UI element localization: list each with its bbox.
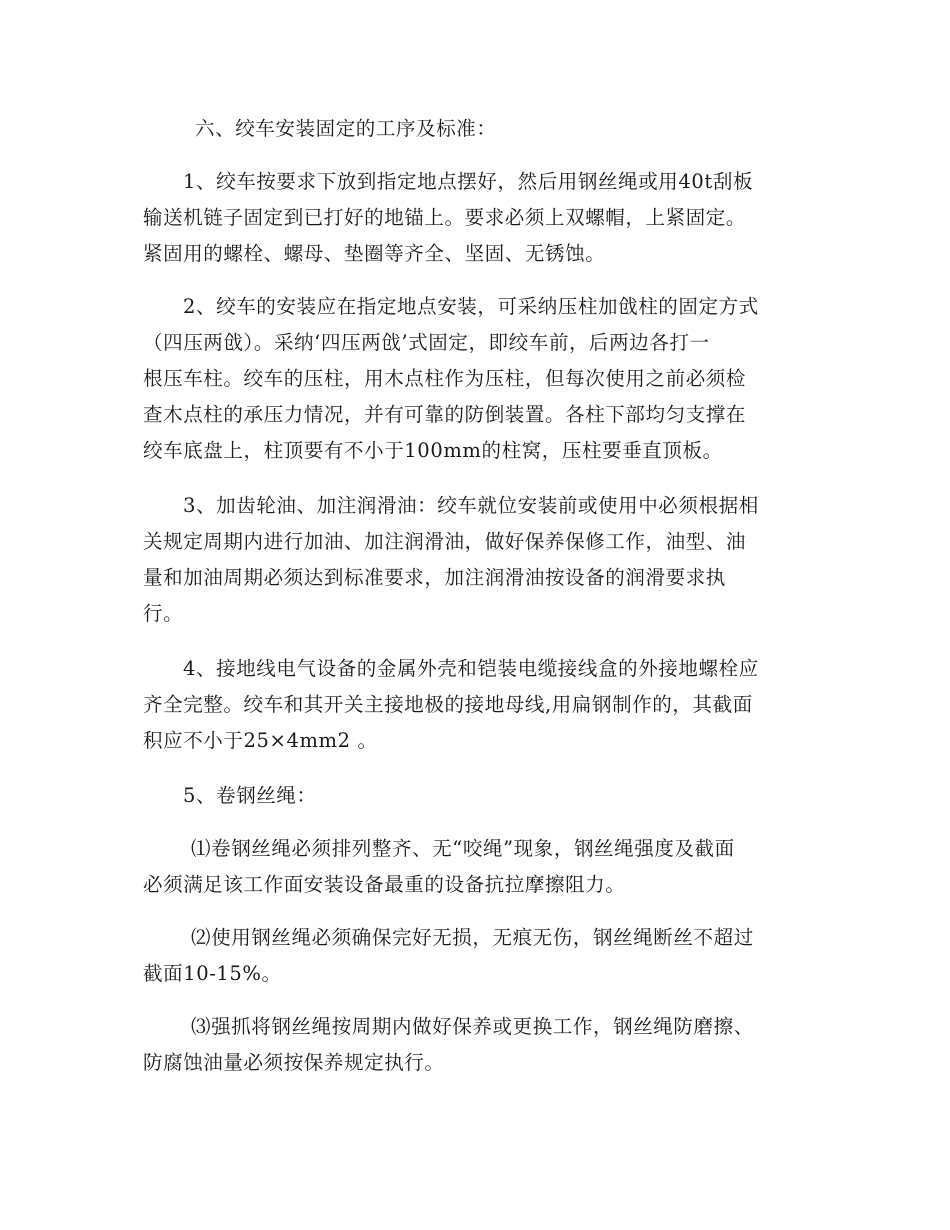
paragraph-2-line-2: （四压两戗）。采纳‘四压两戗’式固定，即绞车前，后两边各打一 (143, 331, 710, 354)
paragraph-1-line-3: 紧固用的螺栓、螺母、垫圈等齐全、坚固、无锈蚀。 (143, 242, 606, 265)
paragraph-1-line-1: 1、绞车按要求下放到指定地点摆好，然后用钢丝绳或用40t刮板 (183, 170, 754, 193)
paragraph-2-line-1: 2、绞车的安装应在指定地点安装，可采纳压柱加戗柱的固定方式 (183, 295, 759, 318)
paragraph-3-line-4: 行。 (143, 602, 184, 625)
subitem-2-line-2: 截面10-15%。 (143, 962, 282, 985)
paragraph-4-line-2: 齐全完整。绞车和其开关主接地极的接地母线,用扁钢制作的，其截面 (143, 693, 753, 716)
paragraph-4-line-1: 4、接地线电气设备的金属外壳和铠装电缆接线盒的外接地螺栓应 (183, 657, 759, 680)
paragraph-2-line-4: 查木点柱的承压力情况，并有可靠的防倒装置。各柱下部均匀支撑在 (143, 403, 747, 426)
subitem-3-line-1: ⑶强抓将钢丝绳按周期内做好保养或更换工作，钢丝绳防磨擦、 (191, 1015, 754, 1038)
paragraph-3-line-2: 关规定周期内进行加油、加注润滑油，做好保养保修工作，油型、油 (143, 530, 747, 553)
section-heading: 六、绞车安装固定的工序及标准： (195, 117, 497, 140)
paragraph-2-line-5: 绞车底盘上，柱顶要有不小于100mm的柱窝，压柱要垂直顶板。 (143, 439, 723, 462)
subitem-1-line-1: ⑴卷钢丝绳必须排列整齐、无“咬绳”现象，钢丝绳强度及截面 (191, 837, 735, 860)
subitem-1-line-2: 必须满足该工作面安装设备最重的设备抗拉摩擦阻力。 (143, 873, 626, 896)
subitem-3-line-2: 防腐蚀油量必须按保养规定执行。 (143, 1051, 445, 1074)
paragraph-1-line-2: 输送机链子固定到已打好的地锚上。要求必须上双螺帽，上紧固定。 (143, 206, 747, 229)
paragraph-3-line-1: 3、加齿轮油、加注润滑油：绞车就位安装前或使用中必须根据相 (183, 494, 759, 517)
paragraph-2-line-3: 根压车柱。绞车的压柱，用木点柱作为压柱，但每次使用之前必须检 (143, 367, 747, 390)
paragraph-4-line-3: 积应不小于25×4mm2 。 (143, 729, 378, 752)
subitem-2-line-1: ⑵使用钢丝绳必须确保完好无损，无痕无伤，钢丝绳断丝不超过 (191, 926, 754, 949)
paragraph-5: 5、卷钢丝绳： (183, 784, 317, 807)
paragraph-3-line-3: 量和加油周期必须达到标准要求，加注润滑油按设备的润滑要求执 (143, 566, 726, 589)
